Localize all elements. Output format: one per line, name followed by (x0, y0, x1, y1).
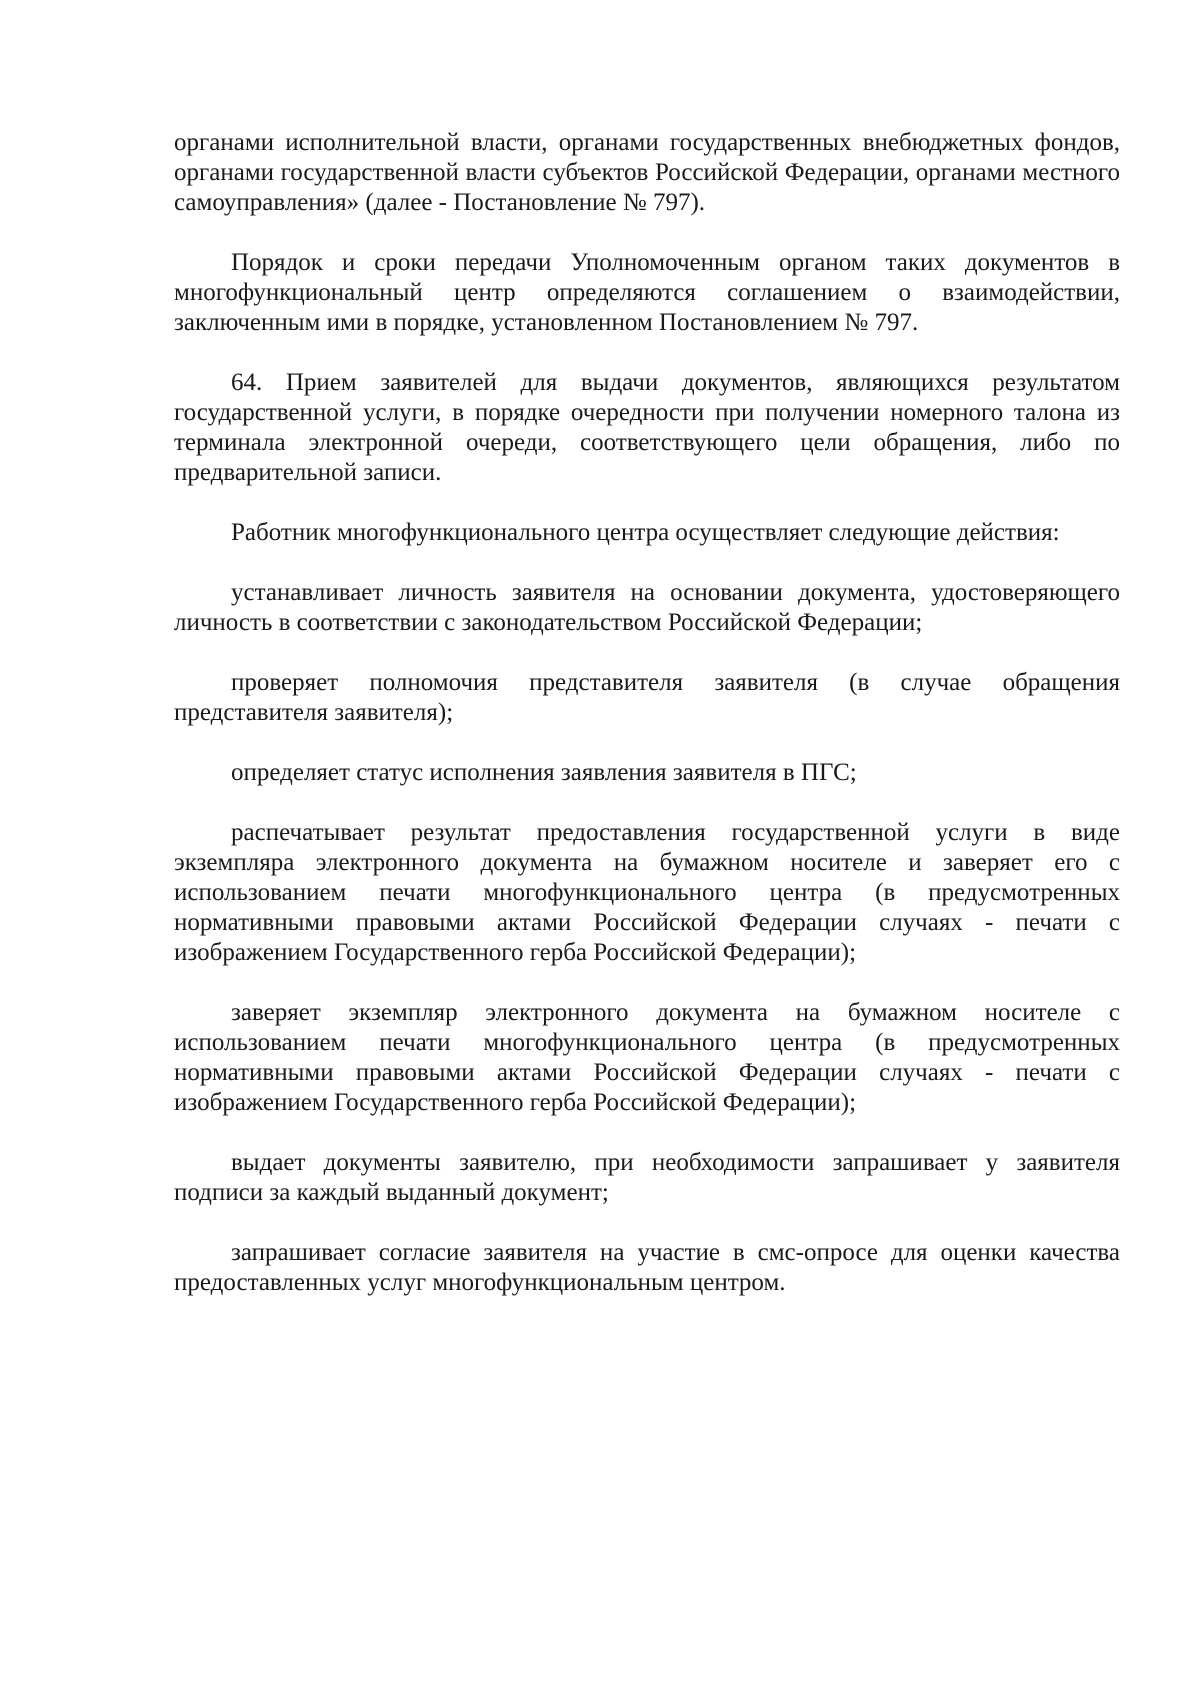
paragraph-item-64: 64. Прием заявителей для выдачи документов, являющихся результатом государственной услуги, в порядке очередности при получении номерного талона из терминала электронной очереди, соответствующего цели обращения, либо по предварительной записи. (174, 369, 1120, 486)
paragraph-certify-copy: заверяет экземпляр электронного документа на бумажном носителе с использованием печати многофункционального центра (в предусмотренных нормативными правовыми актами Российской Федерации случаях - печати с изображением Государственного герба Российской Федерации); (174, 999, 1120, 1116)
document-body (174, 128, 1120, 1328)
paragraph-continuation: органами исполнительной власти, органами государственных внебюджетных фондов, органами государственной власти субъектов Российской Федерации, органами местного самоуправления» (далее - Постановление № 797). (174, 129, 1120, 216)
paragraph-worker-actions: Работник многофункционального центра осуществляет следующие действия: (231, 519, 1060, 546)
paragraph-check-authority: проверяет полномочия представителя заявителя (в случае обращения представителя заявителя); (174, 669, 1120, 726)
paragraph-determine-status: определяет статус исполнения заявления заявителя в ПГС; (231, 759, 857, 786)
paragraph-print-result: распечатывает результат предоставления государственной услуги в виде экземпляра электронного документа на бумажном носителе и заверяет его с использованием печати многофункционального центра (в предусмотренных нормативными правовыми актами Российской Федерации случаях - печати с изображением Государственного герба Российской Федерации); (174, 819, 1120, 966)
paragraph-issue-documents: выдает документы заявителю, при необходимости запрашивает у заявителя подписи за каждый выданный документ; (174, 1149, 1120, 1206)
paragraph-request-consent: запрашивает согласие заявителя на участие в смс-опросе для оценки качества предоставленных услуг многофункциональным центром. (174, 1239, 1120, 1296)
paragraph-identify-applicant: устанавливает личность заявителя на основании документа, удостоверяющего личность в соответствии с законодательством Российской Федерации; (174, 579, 1120, 636)
paragraph-transfer-procedure: Порядок и сроки передачи Уполномоченным органом таких документов в многофункциональный центр определяются соглашением о взаимодействии, заключенным ими в порядке, установленном Постановлением № 797. (174, 249, 1120, 336)
